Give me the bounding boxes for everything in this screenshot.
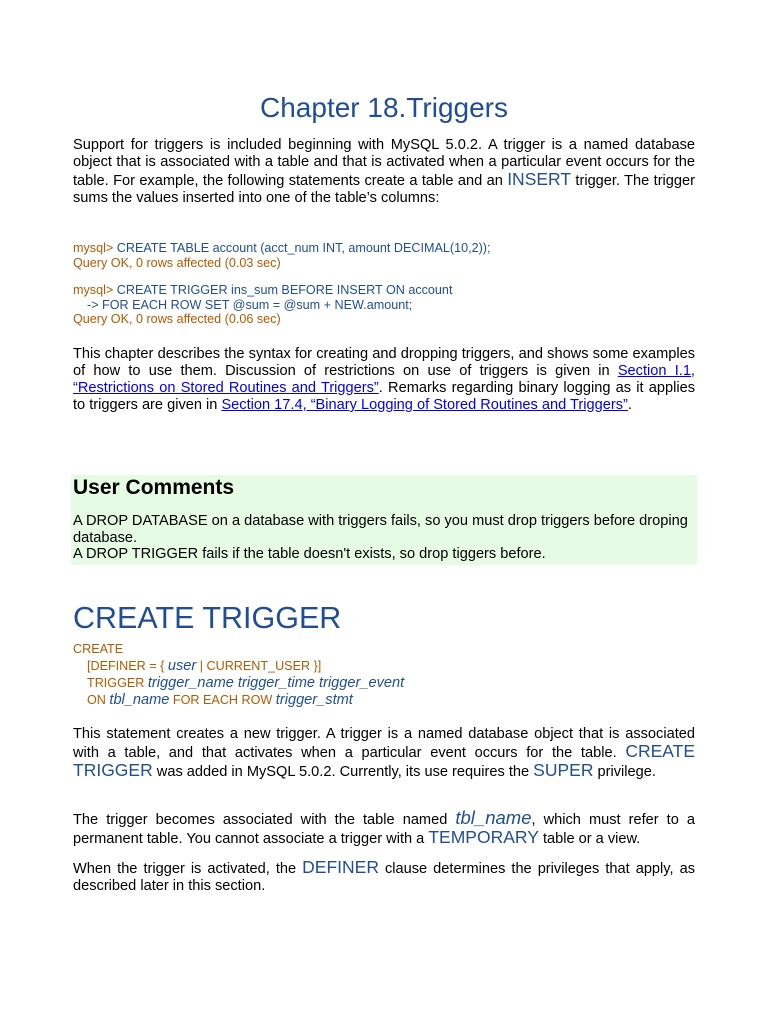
p3-text-1: When the trigger is activated, the <box>73 861 303 877</box>
desc-text-2: . Remarks regarding binary logging as it applies to triggers are given in <box>73 380 695 413</box>
intro-text-1: Support for triggers is included beginning with MySQL 5.0.2. A trigger is a named database object that is associated with a table and that is activated when a particular event occurs for the table. For example, the following statements create a table and an <box>73 137 695 189</box>
p3-text-2: clause determines the privileges that apply, as described later in this section. <box>73 861 695 894</box>
syntax-tbl-name: tbl_name <box>109 692 170 708</box>
create-trigger-heading: CREATE TRIGGER <box>73 601 342 635</box>
user-comment: A DROP TRIGGER fails if the table doesn't exists, so drop tiggers before. <box>73 546 546 563</box>
p2-text-2: , which must refer to a permanent table. You cannot associate a trigger with a <box>73 812 695 847</box>
chapter-title: Chapter 18.Triggers <box>260 92 508 123</box>
p1-text-2: was added in MySQL 5.0.2. Currently, its use requires the <box>152 764 534 780</box>
intro-keyword-insert: INSERT <box>507 169 572 189</box>
p2-keyword-temporary: TEMPORARY <box>428 827 539 847</box>
create-trigger-paragraph-3 <box>73 859 695 895</box>
syntax-trigger-stmt: trigger_stmt <box>275 692 353 708</box>
chapter-description <box>73 346 695 414</box>
code-result: Query OK, 0 rows affected (0.06 sec) <box>73 312 281 326</box>
user-comments-title: User Comments <box>73 476 235 499</box>
intro-paragraph <box>73 137 695 207</box>
p1-keyword-super: SUPER <box>533 760 594 780</box>
user-comments-list <box>73 513 695 563</box>
syntax-definer-close: | CURRENT_USER }] <box>196 659 322 673</box>
code-result: Query OK, 0 rows affected (0.03 sec) <box>73 255 281 270</box>
p2-text-3: table or a view. <box>538 831 641 847</box>
create-trigger-paragraph-2 <box>73 809 695 848</box>
code-prompt: mysql> <box>73 241 117 255</box>
link-binary-logging-section[interactable]: Section 17.4, “Binary Logging of Stored Routines and Triggers” <box>221 397 628 413</box>
code-continuation: -> FOR EACH ROW SET @sum = @sum + NEW.amount; <box>73 297 413 312</box>
intro-text-2: trigger. The trigger sums the values inserted into one of the table’s columns: <box>73 173 696 206</box>
code-block-1 <box>73 241 713 270</box>
syntax-trigger: TRIGGER <box>87 676 148 690</box>
syntax-definer-open: [DEFINER = { <box>87 659 168 673</box>
syntax-line-on <box>87 692 353 709</box>
syntax-line-definer <box>87 658 321 675</box>
p1-text-1: This statement creates a new trigger. A trigger is a named database object that is associated with a table, and that activates when a particular event occurs for the table. <box>73 726 695 761</box>
p1-keyword-create-trigger: CREATE TRIGGER <box>73 741 695 780</box>
code-block-2 <box>73 283 713 327</box>
code-line <box>73 283 713 298</box>
syntax-line-create <box>73 641 123 658</box>
syntax-trigger-params: trigger_name trigger_time trigger_event <box>147 675 405 691</box>
desc-text-3: . <box>627 397 632 413</box>
syntax-user: user <box>167 658 197 674</box>
code-statement: CREATE TABLE account (acct_num INT, amount DECIMAL(10,2)); <box>116 241 491 255</box>
link-restrictions-section[interactable]: Section I.1, “Restrictions on Stored Routines and Triggers” <box>73 363 695 396</box>
create-trigger-paragraph-1 <box>73 726 695 781</box>
p1-text-3: privilege. <box>593 764 656 780</box>
desc-text-1: This chapter describes the syntax for creating and dropping triggers, and shows some examples of how to use them. Discussion of restrictions on use of triggers is given in <box>73 346 695 379</box>
user-comment: A DROP DATABASE on a database with triggers fails, so you must drop triggers before droping database. <box>73 513 688 546</box>
code-line <box>73 241 713 256</box>
code-statement: CREATE TRIGGER ins_sum BEFORE INSERT ON account <box>116 283 453 297</box>
syntax-create: CREATE <box>73 642 124 656</box>
p3-keyword-definer: DEFINER <box>302 857 379 877</box>
syntax-on: ON <box>87 693 110 707</box>
code-prompt: mysql> <box>73 283 117 297</box>
p2-text-1: The trigger becomes associated with the table named <box>73 812 456 828</box>
syntax-for-each-row: FOR EACH ROW <box>169 693 276 707</box>
p2-tbl-name: tbl_name <box>455 807 532 828</box>
syntax-line-trigger <box>87 675 404 692</box>
